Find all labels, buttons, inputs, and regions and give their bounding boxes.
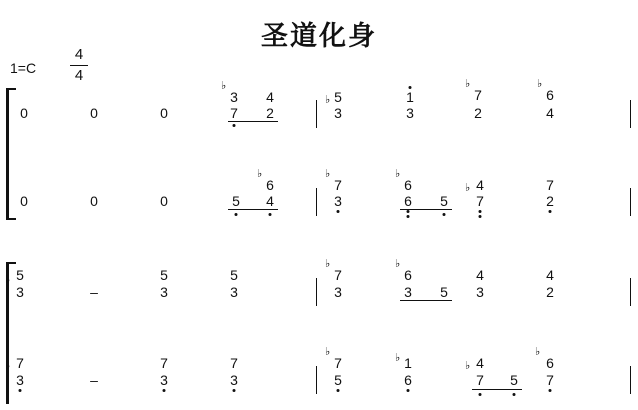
note: 7 [230,105,238,121]
note: 4 [546,267,554,283]
flat-sign: ♭ [395,257,401,270]
note: 3 [404,284,412,300]
note: 0 [160,193,168,209]
octave-dot [479,210,482,213]
octave-dot [337,389,340,392]
note: 7 [476,193,484,209]
note: 0 [20,193,28,209]
note: 3 [230,284,238,300]
time-signature [70,46,88,85]
note: 0 [160,105,168,121]
barline [316,366,317,394]
barline [630,366,631,394]
note: 4 [476,267,484,283]
note: 3 [160,372,168,388]
note: 3 [334,105,342,121]
note: 5 [334,89,342,105]
note: 4 [476,355,484,371]
note: 2 [266,105,274,121]
flat-sign: ♭ [465,181,471,194]
barline [630,100,631,128]
note: 6 [266,177,274,193]
note: 0 [20,105,28,121]
system-1-bracket [6,88,9,220]
octave-dot [269,213,272,216]
note: 5 [440,193,448,209]
beam [400,209,452,210]
dash: – [90,372,98,388]
octave-dot [233,124,236,127]
note: 6 [404,193,412,209]
octave-dot [407,210,410,213]
note: 2 [546,193,554,209]
beam [472,389,522,390]
flat-sign: ♭ [325,93,331,106]
note: 7 [334,355,342,371]
note: 3 [16,284,24,300]
flat-sign: ♭ [5,359,11,372]
note: 3 [476,284,484,300]
note: 2 [474,105,482,121]
note: 7 [546,177,554,193]
score-title: 圣道化身 [261,21,377,52]
note: 3 [160,284,168,300]
note: 6 [546,87,554,103]
note: 7 [16,355,24,371]
barline [316,188,317,216]
time-signature-line [70,65,88,66]
key-signature: 1=C [10,60,37,76]
octave-dot [443,213,446,216]
beam [228,121,278,122]
note: 6 [404,177,412,193]
note: 3 [334,284,342,300]
flat-sign: ♭ [395,351,401,364]
flat-sign: ♭ [5,273,11,286]
octave-dot [407,389,410,392]
beam [228,209,278,210]
note: 5 [16,267,24,283]
octave-dot [163,389,166,392]
note: 3 [230,89,238,105]
note: 6 [546,355,554,371]
octave-dot [549,389,552,392]
octave-dot [235,213,238,216]
note: 5 [160,267,168,283]
note: 4 [546,105,554,121]
time-signature-top: 4 [74,46,84,63]
octave-dot [233,389,236,392]
note: 3 [16,372,24,388]
note: 6 [404,267,412,283]
octave-dot [479,393,482,396]
note: 7 [334,267,342,283]
time-signature-bottom: 4 [74,67,84,84]
note: 7 [334,177,342,193]
flat-sign: ♭ [257,167,263,180]
note: 5 [232,193,240,209]
flat-sign: ♭ [325,345,331,358]
note: 7 [160,355,168,371]
note: 2 [546,284,554,300]
note: 1 [404,355,412,371]
system-1-bracket-bottom [6,218,16,220]
beam [400,300,452,301]
note: 5 [440,284,448,300]
flat-sign: ♭ [465,359,471,372]
octave-dot [479,215,482,218]
dash: – [90,284,98,300]
note: 4 [266,193,274,209]
barline [630,278,631,306]
octave-dot [19,389,22,392]
octave-dot [337,210,340,213]
note: 0 [90,193,98,209]
note: 3 [334,193,342,209]
barline [316,100,317,128]
octave-dot [513,393,516,396]
system-2-bracket-top [6,262,16,264]
note: 0 [90,105,98,121]
flat-sign: ♭ [395,167,401,180]
octave-dot [407,215,410,218]
system-1-bracket-top [6,88,16,90]
note: 7 [476,372,484,388]
note: 5 [230,267,238,283]
note: 5 [334,372,342,388]
note: 1 [406,89,414,105]
note: 3 [230,372,238,388]
note: 3 [406,105,414,121]
note: 4 [266,89,274,105]
flat-sign: ♭ [221,79,227,92]
octave-dot [549,210,552,213]
flat-sign: ♭ [325,167,331,180]
note: 5 [510,372,518,388]
barline [630,188,631,216]
flat-sign: ♭ [325,257,331,270]
note: 6 [404,372,412,388]
flat-sign: ♭ [465,77,471,90]
barline [316,278,317,306]
note: 7 [230,355,238,371]
note: 7 [474,87,482,103]
flat-sign: ♭ [535,345,541,358]
note: 4 [476,177,484,193]
note: 7 [546,372,554,388]
flat-sign: ♭ [537,77,543,90]
